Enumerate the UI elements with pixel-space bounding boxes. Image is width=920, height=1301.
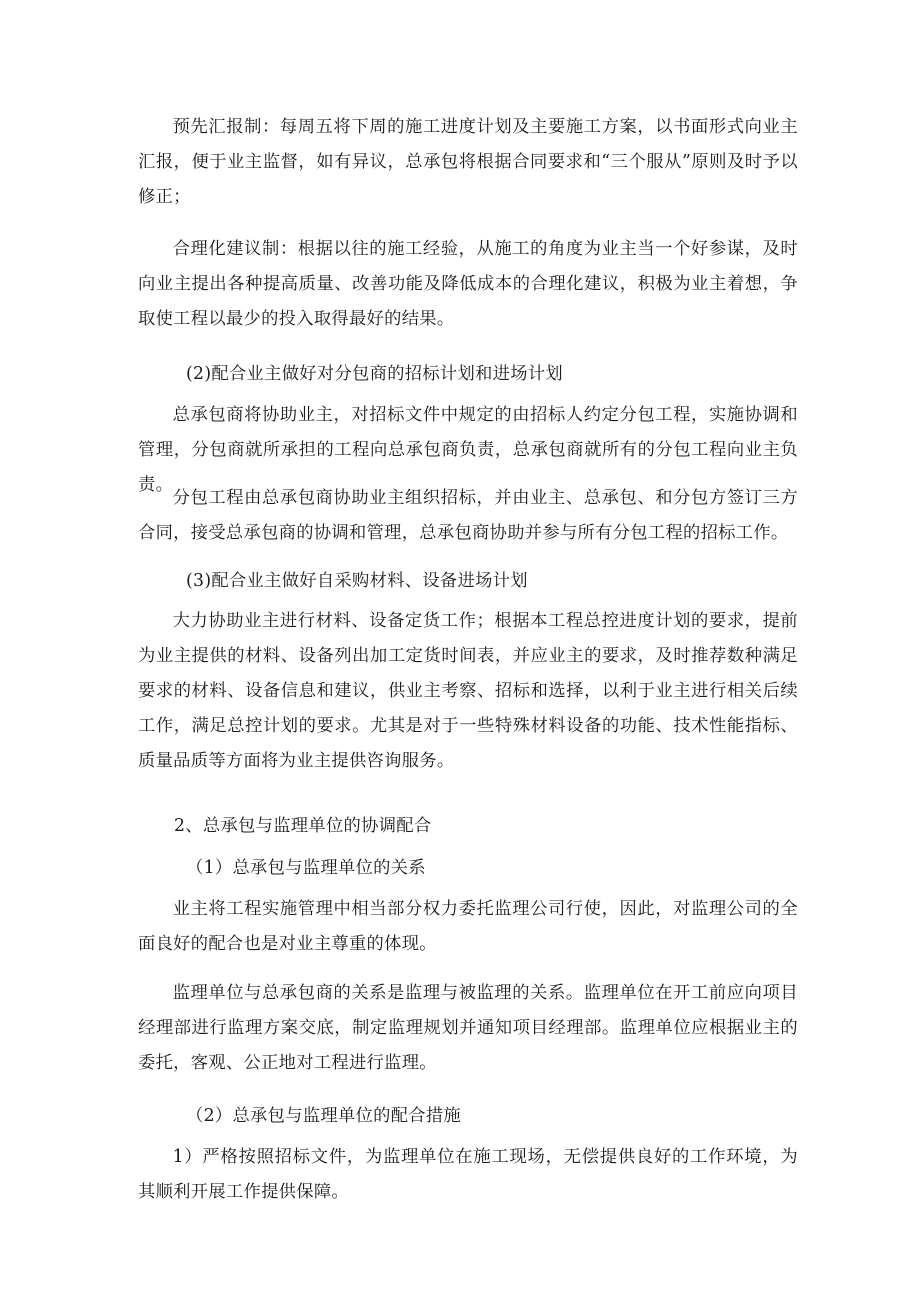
paragraph-supervision-relation: 监理单位与总承包商的关系是监理与被监理的关系。监理单位在开工前应向项目经理部进行监理方案交底，制定监理规划并通知项目经理部。监理单位应根据业主的委托，客观、公正地对工程进行监理。 — [138, 983, 798, 1073]
paragraph-advance-report: 预先汇报制：每周五将下周的施工进度计划及主要施工方案，以书面形式向业主汇报，便于业主监督，如有异议，总承包将根据合同要求和“三个服从”原则及时予以修正； — [138, 117, 798, 207]
paragraph-owner-delegation: 业主将工程实施管理中相当部分权力委托监理公司行使，因此，对监理公司的全面良好的配合也是对业主尊重的体现。 — [138, 899, 798, 954]
paragraph-measure-1: 1）严格按照招标文件，为监理单位在施工现场，无偿提供良好的工作环境，为其顺利开展工作提供保障。 — [138, 1147, 798, 1202]
heading-supervision-relationship: （1）总承包与监理单位的关系 — [186, 858, 426, 878]
paragraph-assist-owner: 总承包商将协助业主，对招标文件中规定的由招标人约定分包工程，实施协调和管理，分包商就所承担的工程向总承包商负责，总承包商就所有的分包工程向业主负责。 — [138, 405, 798, 495]
heading-supervision-measures: （2）总承包与监理单位的配合措施 — [186, 1106, 462, 1126]
heading-supervision-coordination: 2、总承包与监理单位的协调配合 — [174, 816, 432, 836]
heading-material-procurement: (3)配合业主做好自采购材料、设备进场计划 — [186, 571, 528, 591]
paragraph-subcontract-bidding: 分包工程由总承包商协助业主组织招标，并由业主、总承包、和分包方签订三方合同，接受总承包商的协调和管理，总承包商协助并参与所有分包工程的招标工作。 — [138, 488, 798, 543]
paragraph-material-ordering: 大力协助业主进行材料、设备定货工作；根据本工程总控进度计划的要求，提前为业主提供的材料、设备列出加工定货时间表，并应业主的要求，及时推荐数种满足要求的材料、设备信息和建议，供业主考察、招标和选择，以利于业主进行相关后续工作，满足总控计划的要求。尤其是对于一些特殊材料设备的功能、技术性能指标、质量品质等方面将为业主提供咨询服务。 — [138, 611, 798, 771]
heading-subcontract-bidding: (2)配合业主做好对分包商的招标计划和进场计划 — [186, 364, 564, 384]
paragraph-rational-suggestion: 合理化建议制：根据以往的施工经验，从施工的角度为业主当一个好参谋，及时向业主提出各种提高质量、改善功能及降低成本的合理化建议，积极为业主着想，争取使工程以最少的投入取得最好的结果。 — [138, 239, 798, 329]
